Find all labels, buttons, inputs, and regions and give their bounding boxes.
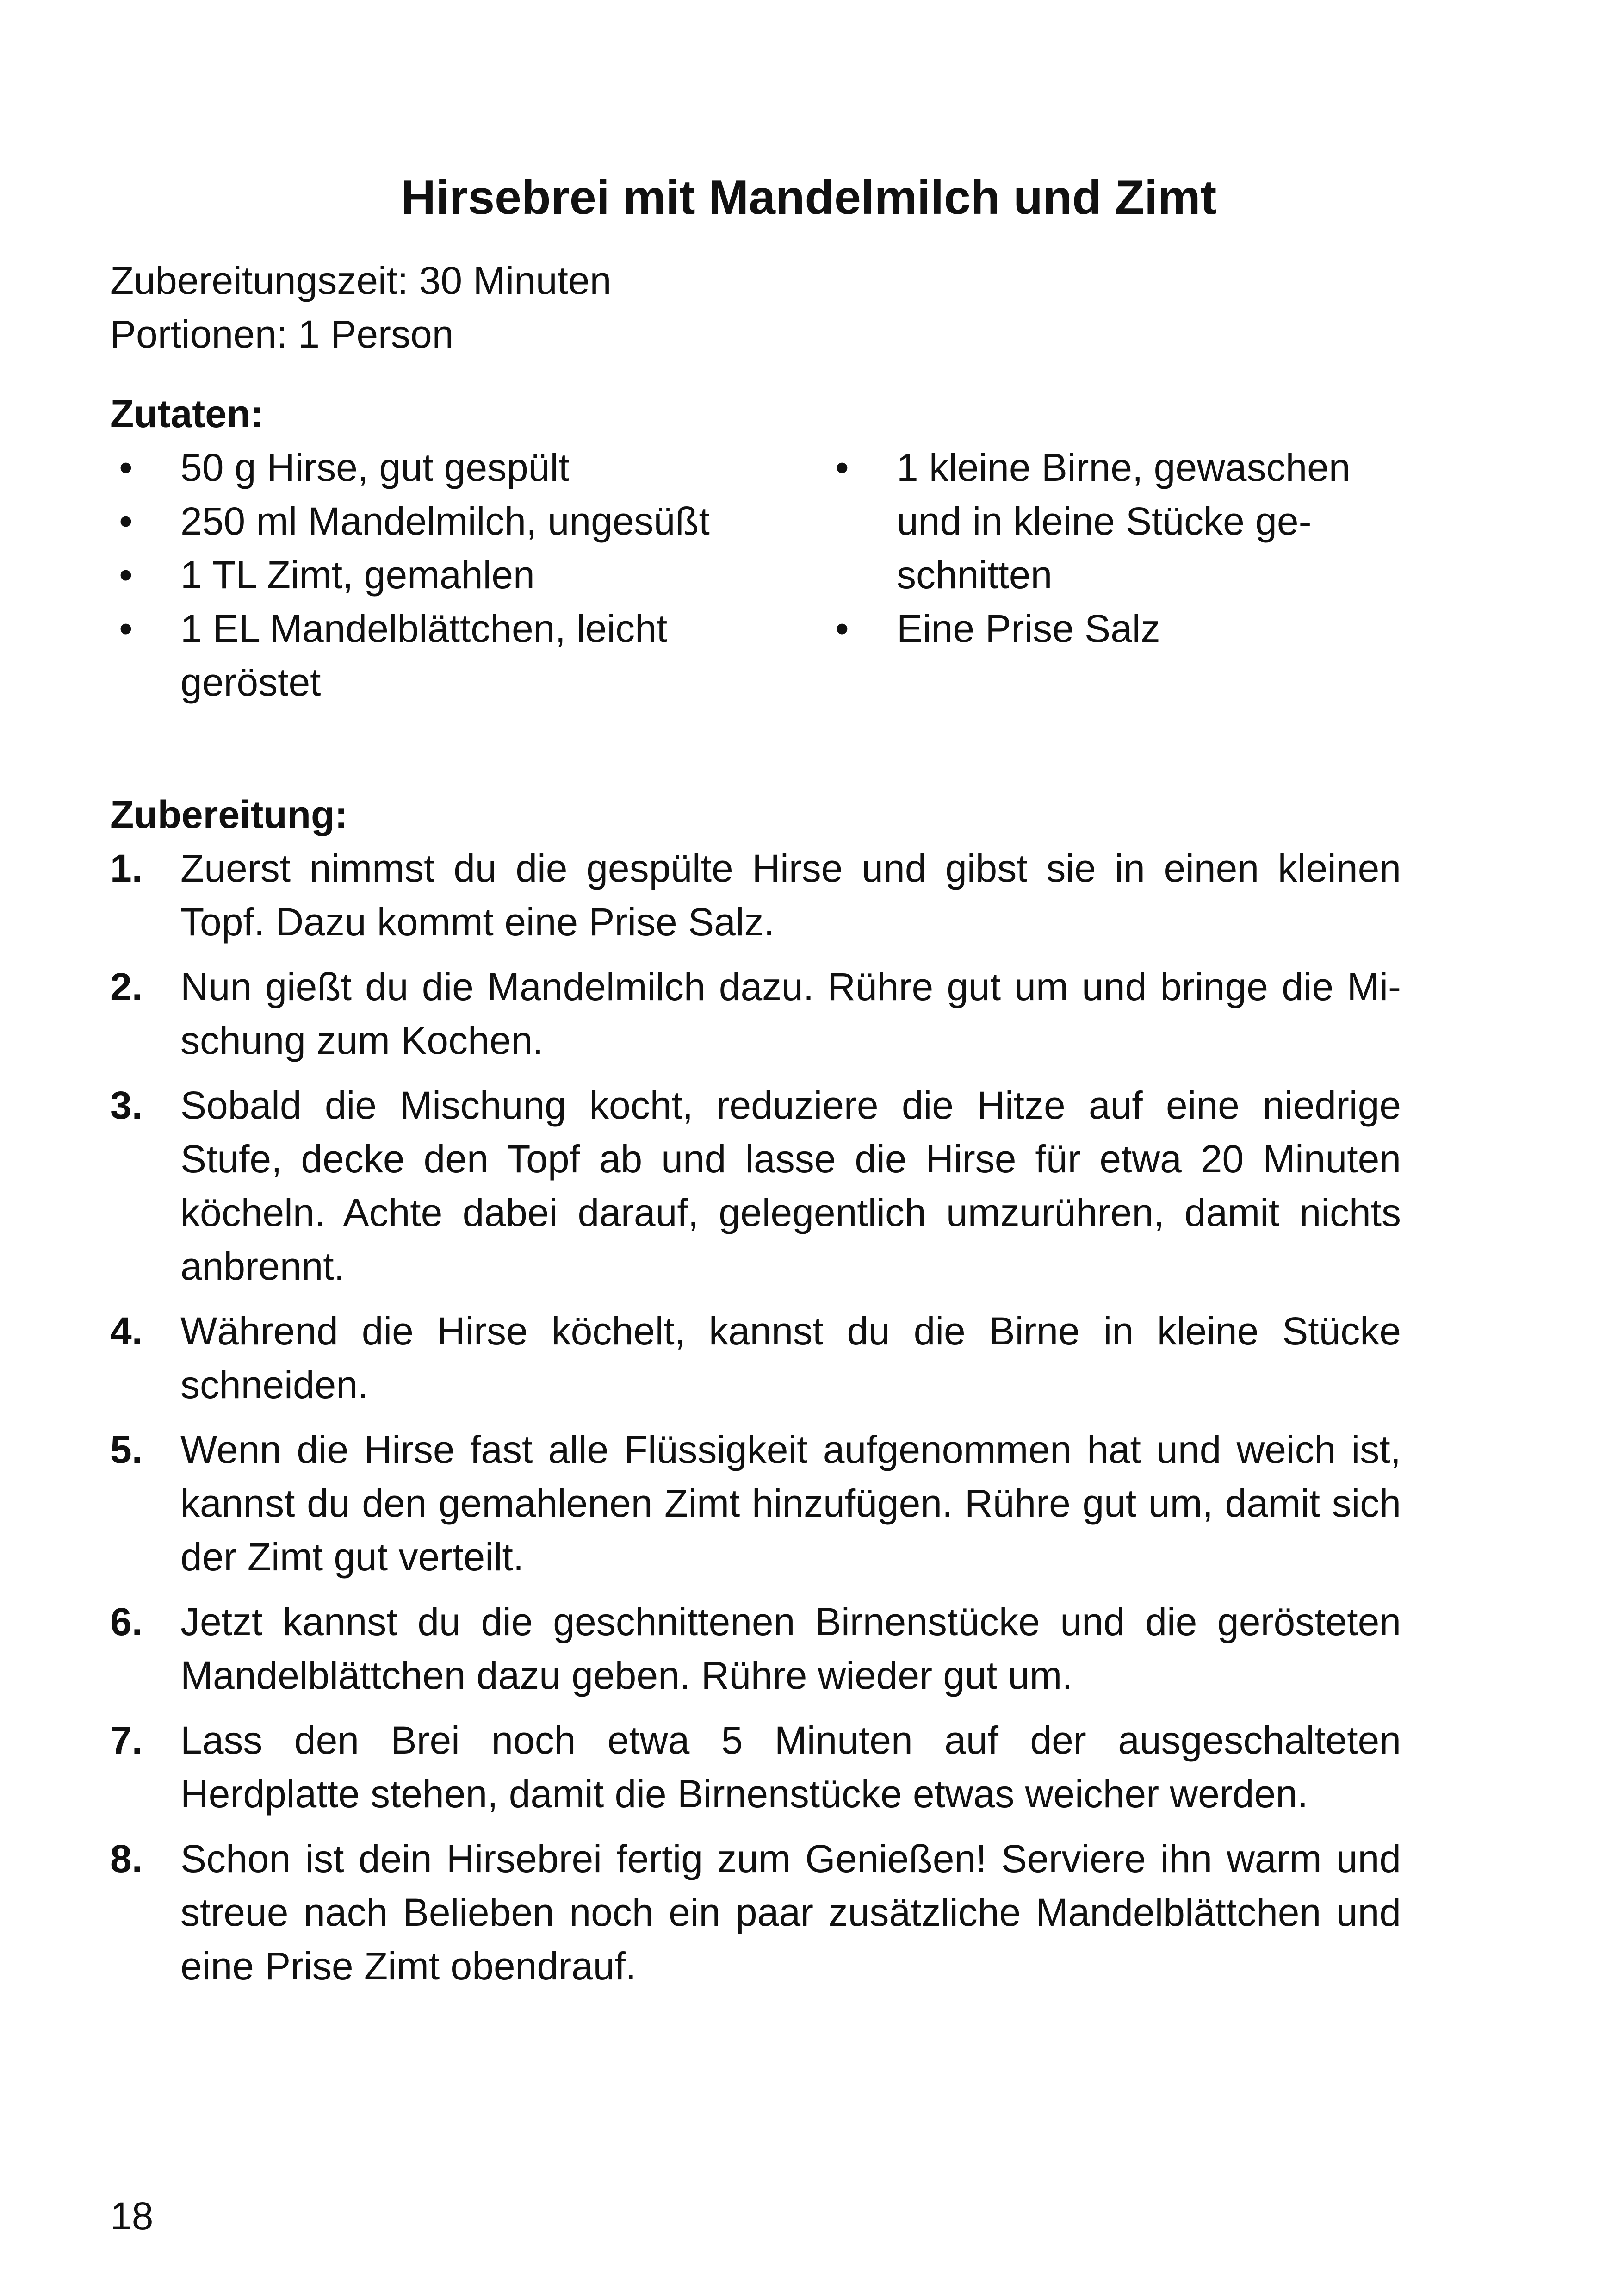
- bullet-icon: •: [119, 446, 133, 489]
- ingredient-item: [110, 602, 725, 709]
- ingredient-text: 250 ml Mandelmilch, ungesüßt: [180, 499, 710, 543]
- ingredient-text: Eine Prise Salz: [897, 607, 1160, 650]
- ingredient-text: 1 TL Zimt, gemahlen: [180, 553, 535, 597]
- ingredient-item: [110, 441, 725, 494]
- step-item: [110, 960, 1401, 1067]
- ingredients-heading: Zutaten:: [110, 392, 264, 436]
- step-text: Nun gießt du die Mandelmilch dazu. Rühre gut um und bringe die Mischung zum Kochen.: [180, 965, 1401, 1062]
- prep-time: Zubereitungszeit: 30 Minuten: [110, 259, 612, 302]
- bullet-icon: •: [835, 446, 849, 489]
- step-text: Wenn die Hirse fast alle Flüssigkeit aufgenommen hat und weich ist, kannst du den gemahlenen Zimt hinzufügen. Rühre gut um, damit sich der Zimt gut verteilt.: [180, 1428, 1401, 1579]
- step-item: [110, 1595, 1401, 1702]
- step-item: [110, 1713, 1401, 1821]
- bullet-icon: •: [119, 553, 133, 597]
- step-number: 7.: [110, 1718, 143, 1762]
- preparation-steps: [110, 841, 1401, 2004]
- ingredient-item: [110, 548, 725, 602]
- bullet-icon: •: [119, 499, 133, 543]
- step-number: 5.: [110, 1428, 143, 1471]
- step-item: [110, 1832, 1401, 1993]
- step-item: [110, 841, 1401, 949]
- ingredients-list-right: [826, 441, 1405, 655]
- bullet-icon: •: [835, 607, 849, 650]
- step-text: Während die Hirse köchelt, kannst du die Birne in kleine Stücke schneiden.: [180, 1309, 1401, 1406]
- step-number: 2.: [110, 965, 143, 1008]
- step-text: Schon ist dein Hirsebrei fertig zum Genießen! Serviere ihn warm und streue nach Belieben noch ein paar zusätzliche Mandelblättchen und eine Prise Zimt obendrauf.: [180, 1837, 1401, 1988]
- ingredient-item: [826, 441, 1405, 602]
- step-text: Sobald die Mischung kocht, reduziere die Hitze auf eine niedrige Stufe, decke den Topf ab und lasse die Hirse für etwa 20 Minuten köcheln. Achte dabei darauf, gelegentlich umzurühren, damit nichts anbrennt.: [180, 1083, 1401, 1288]
- ingredients-list-left: [110, 441, 725, 709]
- step-item: [110, 1304, 1401, 1412]
- bullet-icon: •: [119, 607, 133, 650]
- ingredient-text: 1 kleine Birne, gewaschen und in kleine Stücke geschnitten: [897, 446, 1351, 597]
- step-text: Zuerst nimmst du die gespülte Hirse und gibst sie in einen kleinen Topf. Dazu kommt eine Prise Salz.: [180, 846, 1401, 944]
- step-item: [110, 1078, 1401, 1293]
- step-number: 8.: [110, 1837, 143, 1880]
- ingredient-text: 1 EL Mandelblättchen, leicht geröstet: [180, 607, 668, 704]
- page-number: 18: [110, 2194, 154, 2238]
- step-item: [110, 1423, 1401, 1584]
- step-text: Jetzt kannst du die geschnittenen Birnenstücke und die gerösteten Mandelblättchen dazu geben. Rühre wieder gut um.: [180, 1600, 1401, 1697]
- ingredient-item: [826, 602, 1405, 655]
- recipe-title: Hirsebrei mit Mandelmilch und Zimt: [401, 171, 1217, 224]
- step-text: Lass den Brei noch etwa 5 Minuten auf der ausgeschalteten Herdplatte stehen, damit die Birnenstücke etwas weicher werden.: [180, 1718, 1401, 1816]
- step-number: 4.: [110, 1309, 143, 1353]
- ingredient-item: [110, 494, 725, 548]
- servings: Portionen: 1 Person: [110, 312, 454, 356]
- step-number: 6.: [110, 1600, 143, 1643]
- step-number: 3.: [110, 1083, 143, 1127]
- preparation-heading: Zubereitung:: [110, 793, 348, 836]
- step-number: 1.: [110, 846, 143, 890]
- ingredient-text: 50 g Hirse, gut gespült: [180, 446, 570, 489]
- recipe-meta: [110, 254, 611, 361]
